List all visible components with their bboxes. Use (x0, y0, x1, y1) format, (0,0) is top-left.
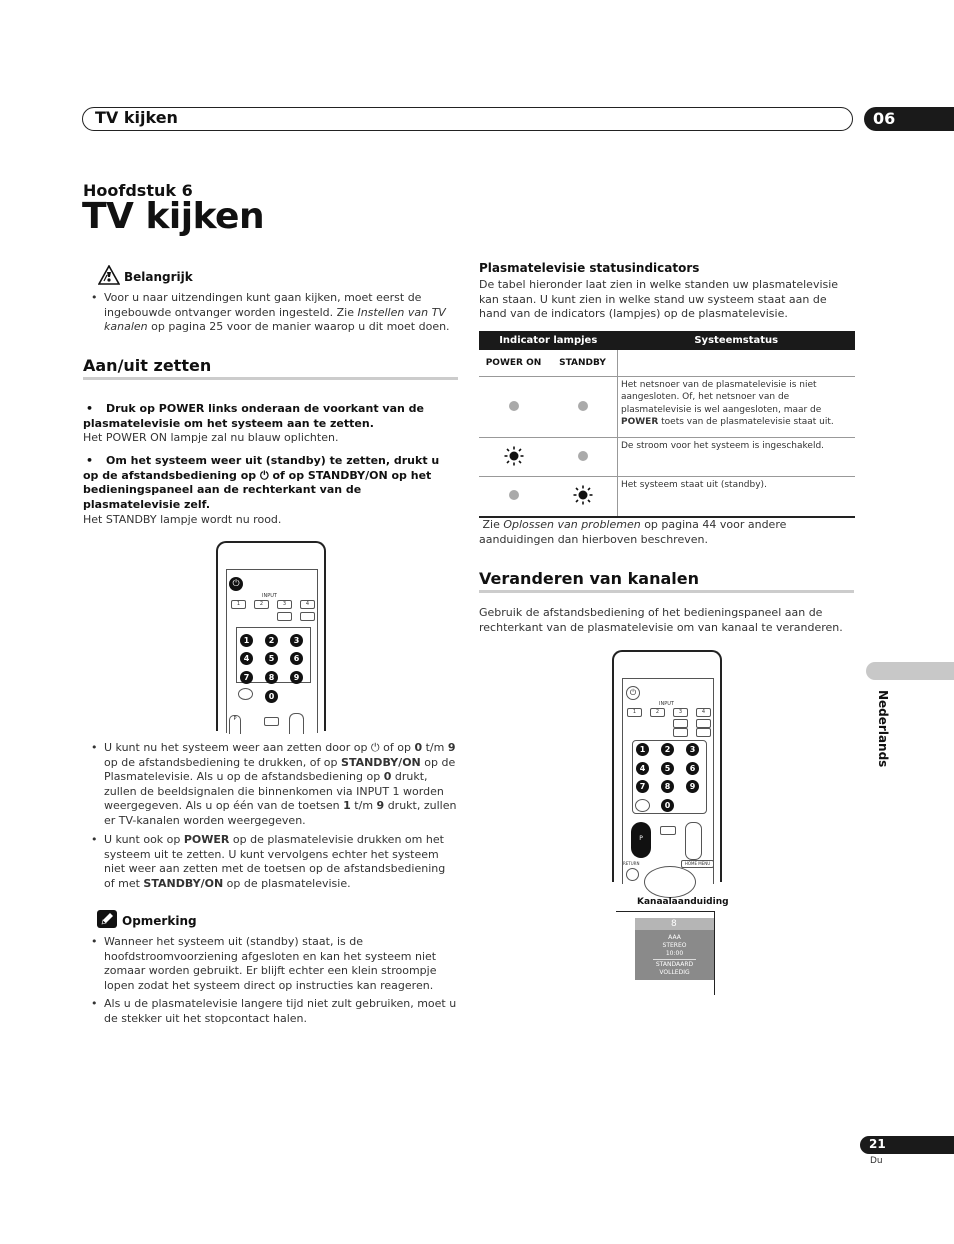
chapter-subtitle: Hoofdstuk 6 (83, 181, 193, 200)
step-1-text: Het POWER ON lampje zal nu blauw oplichten. (83, 431, 339, 444)
important-bullet: • Voor u naar uitzendingen kunt gaan kijken, moet eerst de ingebouwde ontvanger worden ingesteld. Zie Instellen van TV kanalen op pagina 25 voor de manier waarop u dit moet doen. (83, 291, 460, 335)
remote-control-illustration-2 (612, 650, 722, 882)
status-table (479, 331, 855, 518)
small-button (660, 826, 676, 835)
small-button (264, 717, 279, 726)
kanalen-text: Gebruik de afstandsbediening of het bedieningspaneel aan de rechterkant van de plasmatelevisie om van kanaal te veranderen. (479, 606, 843, 634)
table-header-status: Systeemstatus (618, 331, 856, 350)
table-row (479, 477, 855, 518)
table-row (479, 438, 855, 477)
input-label: INPUT (262, 593, 277, 599)
channel-rocker: P (631, 822, 651, 858)
osd-line-1: AAA (668, 934, 681, 941)
small-button (696, 719, 711, 728)
table-header-indicators: Indicator lampjes (479, 331, 618, 350)
input-4-button: 4 (696, 708, 711, 717)
home-menu-button: HOME MENU (681, 860, 714, 868)
digit-button: 8 (661, 780, 674, 793)
osd-line-4: STANDAARD (655, 961, 694, 968)
col-power-on: POWER ON (485, 358, 542, 368)
channel-rocker: P (229, 715, 241, 734)
small-round-button (635, 799, 650, 812)
small-round-button (238, 688, 253, 700)
chapter-number-tab: 06 (864, 107, 954, 131)
input-2-button: 2 (254, 600, 269, 609)
note-label: Opmerking (122, 914, 197, 928)
header-title: TV kijken (95, 108, 178, 127)
status-heading: Plasmatelevisie statusindicators (479, 261, 700, 275)
page-number: 21 (860, 1136, 954, 1154)
small-button (696, 728, 711, 737)
digit-button: 2 (661, 743, 674, 756)
digit-button: 1 (636, 743, 649, 756)
section-rule (479, 590, 854, 593)
digit-button: 1 (240, 634, 253, 647)
status-row-2: De stroom voor het systeem is ingeschakeld. (618, 438, 856, 477)
table-row (479, 377, 855, 438)
volume-rocker (685, 822, 702, 860)
status-row-3: Het systeem staat uit (standby). (618, 477, 856, 518)
osd-caption: Kanaalaanduiding (637, 897, 729, 907)
chapter-title: TV kijken (82, 196, 265, 237)
digit-button: 6 (290, 652, 303, 665)
important-label: Belangrijk (124, 270, 193, 284)
bullet-power-on: • U kunt nu het systeem weer aan zetten door op ⏻ of op 0 t/m 9 op de afstandsbediening te drukken, of op STANDBY/ON op de Plasmatelevisie. Als u op de afstandsbediening op 0 drukt, zullen de beeldsignalen die binnenkomen via INPUT 1 worden weergegeven. Als u op één van de toetsen 1 t/m 9 drukt, zullen er TV-kanalen worden weergegeven. (83, 741, 458, 829)
indicator-off-icon (578, 451, 588, 461)
status-row-1: Het netsnoer van de plasmatelevisie is niet aangesloten. Of, het netsnoer van de plasmatelevisie is wel aangesloten, maar de POWER toets van de plasmatelevisie staat uit. (618, 377, 856, 438)
digit-button: 8 (265, 671, 278, 684)
osd-line-2: STEREO (662, 942, 687, 949)
section-rule (83, 377, 458, 380)
page-language-code: Du (870, 1156, 883, 1166)
osd-line-5: VOLLEDIG (659, 969, 690, 976)
status-after-text: Zie Oplossen van problemen op pagina 44 voor andere aanduidingen dan hierboven beschreven. (479, 518, 787, 546)
warning-icon (98, 265, 120, 289)
digit-button: 9 (686, 780, 699, 793)
indicator-off-icon (509, 401, 519, 411)
digit-button: 5 (661, 762, 674, 775)
indicator-lit-icon (504, 446, 524, 466)
small-button (673, 728, 688, 737)
step-2-text: Het STANDBY lampje wordt nu rood. (83, 513, 282, 526)
input-1-button: 1 (231, 600, 246, 609)
digit-button: 0 (661, 799, 674, 812)
input-1-button: 1 (627, 708, 642, 717)
indicator-off-icon (578, 401, 588, 411)
input-label: INPUT (659, 701, 674, 707)
small-button (300, 612, 315, 621)
section-heading-kanalen: Veranderen van kanalen (479, 569, 699, 588)
header-bar (82, 107, 853, 131)
note-bullet-2: • Als u de plasmatelevisie langere tijd niet zult gebruiken, moet u de stekker uit het stopcontact halen. (83, 997, 459, 1026)
note-bullet-1: • Wanneer het systeem uit (standby) staat, is de hoofdstroomvoorziening afgesloten en kan het systeem niet zomaar worden gebruikt. Er blijft echter een klein stroompje lopen zodat het systeem direct op instructies kan reageren. (83, 935, 459, 993)
digit-button: 0 (265, 690, 278, 703)
section-heading-aanuit: Aan/uit zetten (83, 356, 212, 375)
channel-osd (635, 918, 714, 980)
power-symbol-icon: ⏻ (259, 468, 269, 482)
input-3-button: 3 (277, 600, 292, 609)
power-button-icon: ⏻ (229, 577, 243, 591)
digit-button: 7 (240, 671, 253, 684)
small-button (673, 719, 688, 728)
col-standby: STANDBY (559, 358, 606, 368)
return-button (626, 868, 639, 881)
small-button (277, 612, 292, 621)
digit-button: 2 (265, 634, 278, 647)
digit-button: 6 (686, 762, 699, 775)
step-1: • Druk op POWER links onderaan de voorkant van de plasmatelevisie om het systeem aan te zetten. (83, 402, 424, 430)
cursor-pad (644, 866, 696, 898)
digit-button: 4 (636, 762, 649, 775)
bullet-power-off: • U kunt ook op POWER op de plasmatelevisie drukken om het systeem uit te zetten. U kunt vervolgens echter het systeem niet weer aan zetten met de toetsen op de afstandsbediening of met STANDBY/ON op de plasmatelevisie. (83, 833, 458, 891)
power-button-icon: ⏻ (626, 686, 640, 700)
digit-button: 3 (686, 743, 699, 756)
remote-control-illustration (216, 541, 326, 731)
osd-channel-number: 8 (635, 918, 714, 930)
digit-button: 7 (636, 780, 649, 793)
note-pencil-icon (97, 910, 117, 928)
language-tab (866, 662, 954, 680)
digit-button: 5 (265, 652, 278, 665)
input-3-button: 3 (673, 708, 688, 717)
step-2: • Om het systeem weer uit (standby) te zetten, drukt u op de afstandsbediening op ⏻ of op STANDBY/ON op het bedieningspaneel aan de rechterkant van de plasmatelevisie zelf. (83, 454, 440, 511)
volume-rocker (289, 713, 304, 734)
digit-button: 4 (240, 652, 253, 665)
indicator-off-icon (509, 490, 519, 500)
input-4-button: 4 (300, 600, 315, 609)
return-label: RETURN (623, 861, 640, 866)
digit-button: 3 (290, 634, 303, 647)
indicator-lit-icon (573, 485, 593, 505)
input-2-button: 2 (650, 708, 665, 717)
digit-button: 9 (290, 671, 303, 684)
status-intro: De tabel hieronder laat zien in welke standen uw plasmatelevisie kan staan. U kunt zien in welke stand uw systeem staat aan de hand van de indicators (lampjes) op de plasmatelevisie. (479, 278, 839, 321)
language-label: Nederlands (876, 690, 890, 768)
osd-line-3: 10:00 (665, 950, 684, 957)
